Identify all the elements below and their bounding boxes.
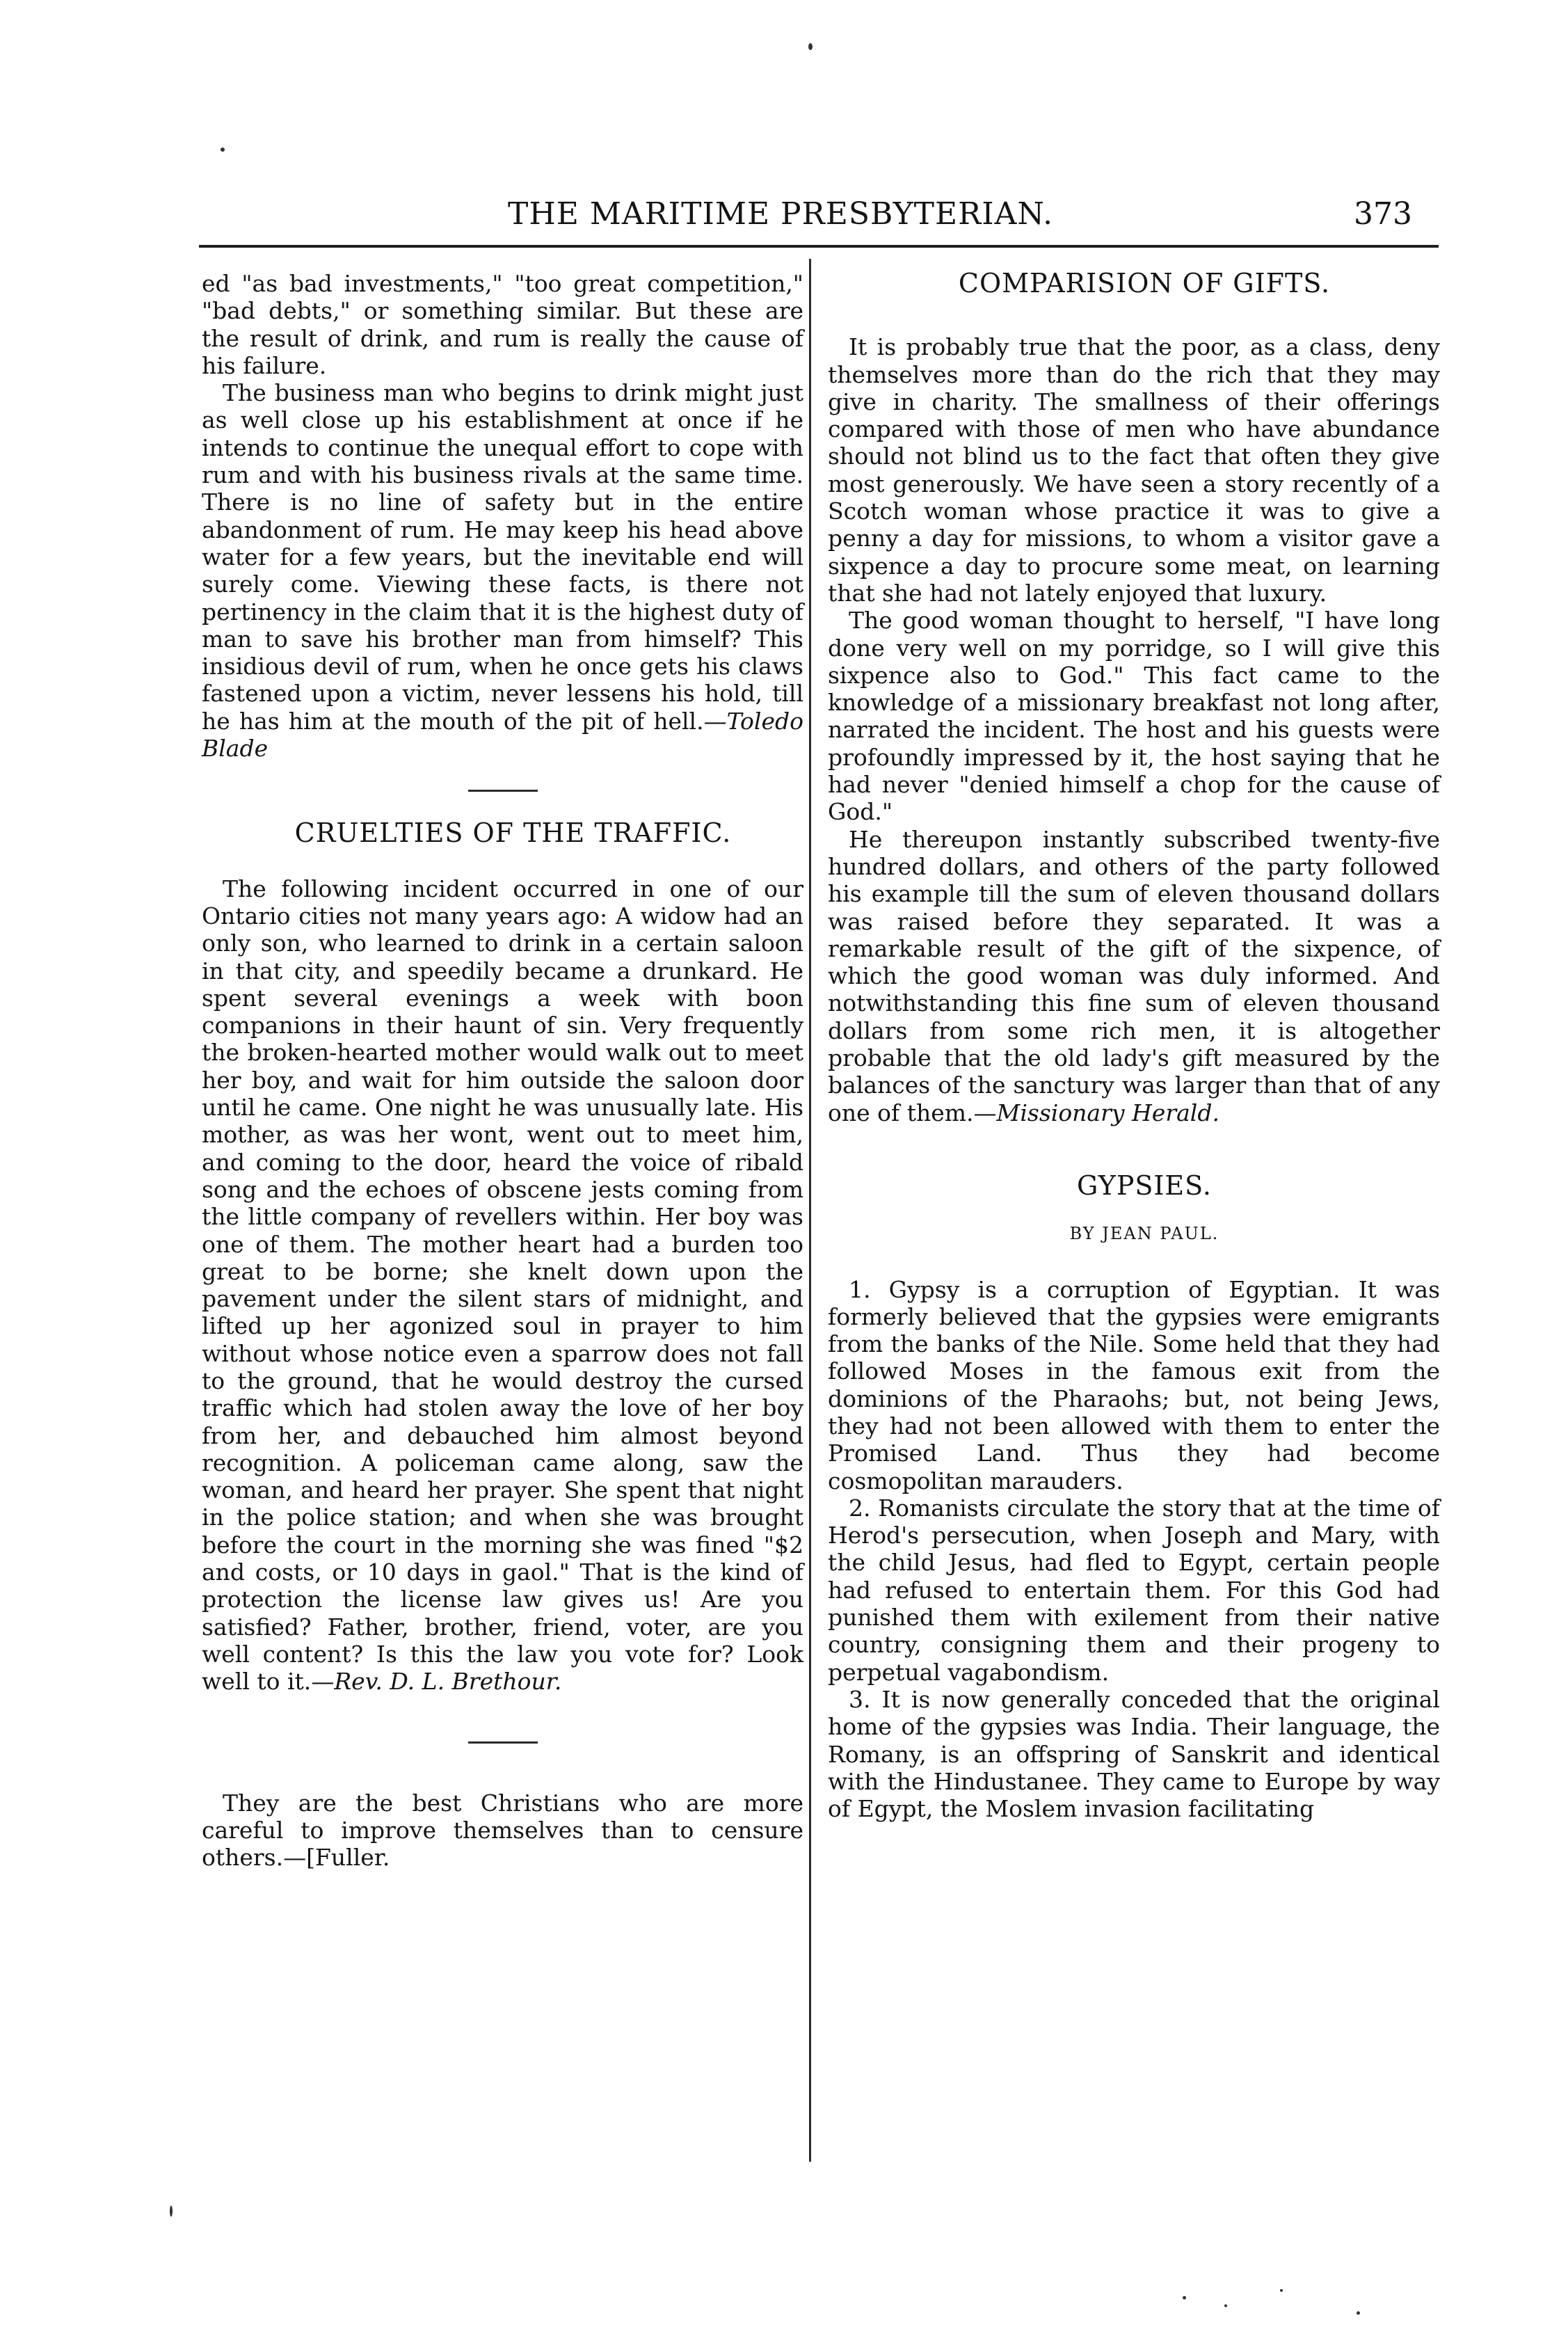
column-divider [809,259,811,2162]
scan-speck [1183,2296,1186,2299]
attribution: —Rev. D. L. Brethour. [311,1668,562,1696]
section-heading-gypsies: GYPSIES. [1077,1170,1212,1201]
page-number: 373 [1354,196,1412,232]
numbered-paragraph: 1. Gypsy is a corruption of Egyptian. It was formerly believed that the gypsies were emigrants from the banks of the Nile. Some held that they had followed Moses in the famous exit from the dominions of the Pharaohs; but, not being Jews, they had not been allowed with them to enter the Promised Land. Thus they had become cosmopolitan marauders. [828,1275,1440,1494]
article-paragraph: It is probably true that the poor, as a class, deny themselves more than do the rich that they may give in charity. The smallness of their offerings compared with those of men who have abundance should not blind us to the fact that often they give most generously. We have seen a story recently of a Scotch woman whose practice it was to give a penny a day for missions, to whom a visitor gave a sixpence a day to procure some meat, on learning that she had not lately enjoyed that luxury. [828,333,1440,607]
quote-paragraph: They are the best Christians who are more careful to improve themselves than to censure others.—[Fuller. [202,1789,803,1872]
article-paragraph: He thereupon instantly subscribed twenty-five hundred dollars, and others of the party followed his example till the sum of eleven thousand dollars was raised before they separated. It was a remarkable result of the gift of the sixpence, of which the good woman was duly informed. And notwithstanding this fine sum of eleven thousand dollars from some rich men, it is altogether probable that the old lady's gift measured by the balances of the sanctury was larger than that of any one of them.—Missionary Herald. [828,825,1440,1126]
header-rule [199,245,1439,248]
article-paragraph: The good woman thought to herself, "I have long done very well on my porridge, so I will give this sixpence also to God." This fact came to the knowledge of a missionary breakfast not long after, narrated the incident. The host and his guests were profoundly impressed by it, the host saying that he had never "denied himself a chop for the cause of God." [828,607,1440,826]
left-column [202,270,803,1871]
section-heading-cruelties: CRUELTIES OF THE TRAFFIC. [294,818,732,849]
scan-speck [221,148,225,152]
scan-speck [170,2206,173,2217]
section-heading-gifts: COMPARISION OF GIFTS. [958,268,1331,298]
scan-speck [808,43,813,50]
scan-speck [1357,2311,1360,2315]
article-paragraph: ed "as bad investments," "too great competition," "bad debts," or something similar. But these are the result of drink, and rum is really the cause of his failure. [202,270,803,379]
running-header [202,196,1454,245]
right-column [828,270,1440,1822]
numbered-paragraph: 2. Romanists circulate the story that at the time of Herod's persecution, when Joseph and Mary, with the child Jesus, had fled to Egypt, certain people had refused to entertain them. For this God had punished them with exilement from their native country, consigning them and their progeny to perpetual vagabondism. [828,1494,1440,1686]
scan-speck [1224,2304,1227,2307]
article-paragraph: The following incident occurred in one of our Ontario cities not many years ago: A widow had an only son, who learned to drink in a certain saloon in that city, and speedily became a drunkard. He spent several evenings a week with boon companions in their haunt of sin. Very frequently the broken-hearted mother would walk out to meet her boy, and wait for him outside the saloon door until he came. One night he was unusually late. His mother, as was her wont, went out to meet him, and coming to the door, heard the voice of ribald song and the echoes of obscene jests coming from the little company of revellers within. Her boy was one of them. The mother heart had a burden too great to be borne; she knelt down upon the pavement under the silent stars of midnight, and lifted up her agonized soul in prayer to him without whose notice even a sparrow does not fall to the ground, that he would destroy the cursed traffic which had stolen away the love of her boy from her, and debauched him almost beyond recognition. A policeman came along, saw the woman, and heard her prayer. She spent that night in the police station; and when she was brought before the court in the morning she was fined "$2 and costs, or 10 days in gaol." That is the kind of protection the license law gives us! Are you satisfied? Father, brother, friend, voter, are you well content? Is this the law you vote for? Look well to it.—Rev. D. L. Brethour. [202,875,803,1696]
scan-speck [1280,2289,1283,2292]
attribution: —Missionary Herald. [973,1099,1219,1126]
journal-title: THE MARITIME PRESBYTERIAN. [508,196,1054,232]
numbered-paragraph: 3. It is now generally conceded that the original home of the gypsies was India. Their language, the Romany, is an offspring of Sanskrit and identical with the Hindustanee. They came to Europe by way of Egypt, the Moslem invasion facilitating [828,1685,1440,1823]
article-paragraph: The business man who begins to drink might just as well close up his establishment at once if he intends to continue the unequal effort to cope with rum and with his business rivals at the same time. There is no line of safety but in the entire abandonment of rum. He may keep his head above water for a few years, but the inevitable end will surely come. Viewing these facts, is there not pertinency in the claim that it is the highest duty of man to save his brother man from himself? This insidious devil of rum, when he once gets his claws fastened upon a victim, never lessens his hold, till he has him at the mouth of the pit of hell.—Toledo Blade [202,379,803,763]
author-byline: BY JEAN PAUL. [1069,1224,1219,1244]
attribution: —[Fuller. [283,1844,390,1872]
attribution: —Toledo Blade [202,707,803,763]
